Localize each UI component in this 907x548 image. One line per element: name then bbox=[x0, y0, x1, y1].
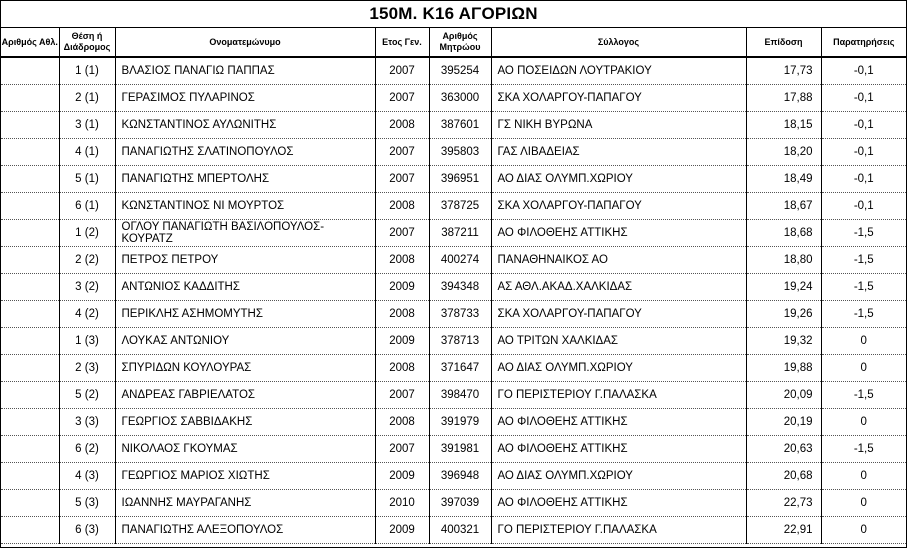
cell-remarks: -0,1 bbox=[821, 166, 906, 193]
cell-remarks: 0 bbox=[821, 463, 906, 490]
cell-registry-no: 395803 bbox=[429, 139, 491, 166]
cell-birth-year: 2008 bbox=[375, 193, 429, 220]
cell-birth-year: 2007 bbox=[375, 220, 429, 247]
cell-name: ΓΕΡΑΣΙΜΟΣ ΠΥΛΑΡΙΝΟΣ bbox=[115, 85, 375, 112]
cell-performance: 18,68 bbox=[746, 220, 821, 247]
table-row bbox=[1, 382, 906, 409]
cell-club: ΓΣ ΝΙΚΗ ΒΥΡΩΝΑ bbox=[491, 112, 746, 139]
cell-club: ΣΚΑ ΧΟΛΑΡΓΟΥ-ΠΑΠΑΓΟΥ bbox=[491, 85, 746, 112]
cell-position: 1 (2) bbox=[59, 220, 115, 247]
cell-position: 3 (2) bbox=[59, 274, 115, 301]
cell-registry-no: 395254 bbox=[429, 57, 491, 85]
cell-club: ΑΟ ΦΙΛΟΘΕΗΣ ΑΤΤΙΚΗΣ bbox=[491, 436, 746, 463]
table-row bbox=[1, 112, 906, 139]
cell-registry-no: 391979 bbox=[429, 409, 491, 436]
cell-remarks: 0 bbox=[821, 490, 906, 517]
table-row bbox=[1, 166, 906, 193]
cell-name: ΝΙΚΟΛΑΟΣ ΓΚΟΥΜΑΣ bbox=[115, 436, 375, 463]
cell-position: 5 (1) bbox=[59, 166, 115, 193]
cell-name: ΚΩΝΣΤΑΝΤΙΝΟΣ ΑΥΛΩΝΙΤΗΣ bbox=[115, 112, 375, 139]
cell-remarks: 0 bbox=[821, 409, 906, 436]
cell-name: ΠΑΝΑΓΙΩΤΗΣ ΑΛΕΞΟΠΟΥΛΟΣ bbox=[115, 517, 375, 544]
cell-performance: 18,20 bbox=[746, 139, 821, 166]
table-header bbox=[1, 28, 906, 57]
cell-name: ΓΕΩΡΓΙΟΣ ΣΑΒΒΙΔΑΚΗΣ bbox=[115, 409, 375, 436]
cell-remarks: -1,5 bbox=[821, 301, 906, 328]
cell-registry-no: 391981 bbox=[429, 436, 491, 463]
cell-club: ΑΟ ΠΟΣΕΙΔΩΝ ΛΟΥΤΡΑΚΙΟΥ bbox=[491, 57, 746, 85]
cell-performance: 20,09 bbox=[746, 382, 821, 409]
cell-athlete-no bbox=[1, 193, 59, 220]
cell-remarks: -0,1 bbox=[821, 57, 906, 85]
cell-club: ΑΟ ΦΙΛΟΘΕΗΣ ΑΤΤΙΚΗΣ bbox=[491, 220, 746, 247]
cell-athlete-no bbox=[1, 274, 59, 301]
cell-registry-no: 378713 bbox=[429, 328, 491, 355]
cell-birth-year: 2007 bbox=[375, 85, 429, 112]
cell-name: ΠΕΤΡΟΣ ΠΕΤΡΟΥ bbox=[115, 247, 375, 274]
cell-birth-year: 2007 bbox=[375, 57, 429, 85]
cell-athlete-no bbox=[1, 328, 59, 355]
cell-birth-year: 2008 bbox=[375, 247, 429, 274]
table-row bbox=[1, 57, 906, 85]
cell-name: ΑΝΔΡΕΑΣ ΓΑΒΡΙΕΛΑΤΟΣ bbox=[115, 382, 375, 409]
header-birth-year: Ετος Γεν. bbox=[375, 28, 429, 57]
cell-registry-no: 378733 bbox=[429, 301, 491, 328]
cell-athlete-no bbox=[1, 139, 59, 166]
header-registry-no: Αριθμός Μητρώου bbox=[429, 28, 491, 57]
cell-performance: 17,73 bbox=[746, 57, 821, 85]
cell-club: ΑΟ ΔΙΑΣ ΟΛΥΜΠ.ΧΩΡΙΟΥ bbox=[491, 463, 746, 490]
table-row bbox=[1, 301, 906, 328]
cell-birth-year: 2009 bbox=[375, 517, 429, 544]
cell-athlete-no bbox=[1, 247, 59, 274]
table-row bbox=[1, 436, 906, 463]
cell-performance: 18,67 bbox=[746, 193, 821, 220]
cell-registry-no: 400274 bbox=[429, 247, 491, 274]
cell-remarks: -0,1 bbox=[821, 85, 906, 112]
table-row bbox=[1, 220, 906, 247]
cell-club: ΣΚΑ ΧΟΛΑΡΓΟΥ-ΠΑΠΑΓΟΥ bbox=[491, 193, 746, 220]
cell-registry-no: 396948 bbox=[429, 463, 491, 490]
cell-remarks: -1,5 bbox=[821, 382, 906, 409]
cell-position: 2 (1) bbox=[59, 85, 115, 112]
cell-remarks: -1,5 bbox=[821, 220, 906, 247]
table-row bbox=[1, 409, 906, 436]
header-club: Σύλλογος bbox=[491, 28, 746, 57]
cell-athlete-no bbox=[1, 355, 59, 382]
cell-name: ΠΑΝΑΓΙΩΤΗΣ ΣΛΑΤΙΝΟΠΟΥΛΟΣ bbox=[115, 139, 375, 166]
cell-club: ΑΟ ΤΡΙΤΩΝ ΧΑΛΚΙΔΑΣ bbox=[491, 328, 746, 355]
cell-birth-year: 2008 bbox=[375, 409, 429, 436]
cell-name: ΚΩΝΣΤΑΝΤΙΝΟΣ ΝΙ ΜΟΥΡΤΟΣ bbox=[115, 193, 375, 220]
cell-registry-no: 400321 bbox=[429, 517, 491, 544]
cell-remarks: -1,5 bbox=[821, 274, 906, 301]
table-row bbox=[1, 355, 906, 382]
cell-performance: 20,19 bbox=[746, 409, 821, 436]
cell-birth-year: 2009 bbox=[375, 328, 429, 355]
cell-birth-year: 2007 bbox=[375, 436, 429, 463]
cell-position: 4 (3) bbox=[59, 463, 115, 490]
cell-performance: 20,68 bbox=[746, 463, 821, 490]
cell-athlete-no bbox=[1, 463, 59, 490]
cell-position: 3 (1) bbox=[59, 112, 115, 139]
cell-birth-year: 2007 bbox=[375, 166, 429, 193]
cell-performance: 18,80 bbox=[746, 247, 821, 274]
cell-club: ΓΟ ΠΕΡΙΣΤΕΡΙΟΥ Γ.ΠΑΛΑΣΚΑ bbox=[491, 382, 746, 409]
cell-registry-no: 398470 bbox=[429, 382, 491, 409]
cell-remarks: 0 bbox=[821, 328, 906, 355]
table-row bbox=[1, 274, 906, 301]
cell-position: 4 (1) bbox=[59, 139, 115, 166]
cell-position: 5 (3) bbox=[59, 490, 115, 517]
cell-position: 6 (3) bbox=[59, 517, 115, 544]
cell-performance: 22,91 bbox=[746, 517, 821, 544]
cell-name: ΙΩΑΝΝΗΣ ΜΑΥΡΑΓΑΝΗΣ bbox=[115, 490, 375, 517]
cell-remarks: -0,1 bbox=[821, 112, 906, 139]
cell-position: 4 (2) bbox=[59, 301, 115, 328]
cell-performance: 22,73 bbox=[746, 490, 821, 517]
cell-athlete-no bbox=[1, 517, 59, 544]
cell-name: ΛΟΥΚΑΣ ΑΝΤΩΝΙΟΥ bbox=[115, 328, 375, 355]
cell-performance: 19,24 bbox=[746, 274, 821, 301]
table-row bbox=[1, 463, 906, 490]
cell-club: ΓΑΣ ΛΙΒΑΔΕΙΑΣ bbox=[491, 139, 746, 166]
cell-athlete-no bbox=[1, 112, 59, 139]
cell-remarks: -0,1 bbox=[821, 139, 906, 166]
page-title: 150Μ. Κ16 ΑΓΟΡΙΩΝ bbox=[1, 1, 906, 28]
cell-position: 1 (1) bbox=[59, 57, 115, 85]
cell-name-text: ΟΓΛΟΥ ΠΑΝΑΓΙΩΤΗ ΒΑΣΙΛΟΠΟΥΛΟΣ-ΚΟΥΡΑΤΖ bbox=[121, 221, 325, 245]
cell-club: ΑΟ ΦΙΛΟΘΕΗΣ ΑΤΤΙΚΗΣ bbox=[491, 409, 746, 436]
cell-birth-year: 2008 bbox=[375, 112, 429, 139]
cell-club: ΑΣ ΑΘΛ.ΑΚΑΔ.ΧΑΛΚΙΔΑΣ bbox=[491, 274, 746, 301]
cell-position: 5 (2) bbox=[59, 382, 115, 409]
cell-athlete-no bbox=[1, 490, 59, 517]
cell-position: 6 (1) bbox=[59, 193, 115, 220]
cell-name: ΑΝΤΩΝΙΟΣ ΚΑΔΔΙΤΗΣ bbox=[115, 274, 375, 301]
cell-athlete-no bbox=[1, 409, 59, 436]
cell-remarks: -1,5 bbox=[821, 247, 906, 274]
cell-registry-no: 387211 bbox=[429, 220, 491, 247]
cell-birth-year: 2007 bbox=[375, 139, 429, 166]
cell-position: 1 (3) bbox=[59, 328, 115, 355]
cell-remarks: -0,1 bbox=[821, 193, 906, 220]
cell-position: 6 (2) bbox=[59, 436, 115, 463]
cell-performance: 17,88 bbox=[746, 85, 821, 112]
cell-name: ΒΛΑΣΙΟΣ ΠΑΝΑΓΙΩ ΠΑΠΠΑΣ bbox=[115, 57, 375, 85]
cell-club: ΠΑΝΑΘΗΝΑΙΚΟΣ ΑΟ bbox=[491, 247, 746, 274]
cell-remarks: 0 bbox=[821, 355, 906, 382]
table-row bbox=[1, 139, 906, 166]
header-performance: Επίδοση bbox=[746, 28, 821, 57]
cell-club: ΣΚΑ ΧΟΛΑΡΓΟΥ-ΠΑΠΑΓΟΥ bbox=[491, 301, 746, 328]
cell-remarks: 0 bbox=[821, 517, 906, 544]
header-athlete-no: Αριθμός Αθλ. bbox=[1, 28, 59, 57]
cell-name bbox=[115, 220, 375, 247]
cell-athlete-no bbox=[1, 57, 59, 85]
cell-birth-year: 2008 bbox=[375, 301, 429, 328]
table-row bbox=[1, 517, 906, 544]
cell-performance: 18,49 bbox=[746, 166, 821, 193]
cell-athlete-no bbox=[1, 382, 59, 409]
cell-club: ΓΟ ΠΕΡΙΣΤΕΡΙΟΥ Γ.ΠΑΛΑΣΚΑ bbox=[491, 517, 746, 544]
cell-registry-no: 363000 bbox=[429, 85, 491, 112]
cell-club: ΑΟ ΦΙΛΟΘΕΗΣ ΑΤΤΙΚΗΣ bbox=[491, 490, 746, 517]
header-remarks: Παρατηρήσεις bbox=[821, 28, 906, 57]
cell-position: 2 (3) bbox=[59, 355, 115, 382]
table-body bbox=[1, 57, 906, 544]
cell-birth-year: 2010 bbox=[375, 490, 429, 517]
cell-performance: 19,26 bbox=[746, 301, 821, 328]
cell-club: ΑΟ ΔΙΑΣ ΟΛΥΜΠ.ΧΩΡΙΟΥ bbox=[491, 166, 746, 193]
cell-position: 3 (3) bbox=[59, 409, 115, 436]
cell-registry-no: 397039 bbox=[429, 490, 491, 517]
cell-name: ΠΕΡΙΚΛΗΣ ΑΣΗΜΟΜΥΤΗΣ bbox=[115, 301, 375, 328]
table-row bbox=[1, 85, 906, 112]
cell-athlete-no bbox=[1, 85, 59, 112]
cell-registry-no: 387601 bbox=[429, 112, 491, 139]
cell-performance: 19,88 bbox=[746, 355, 821, 382]
header-position: Θέση ή Διάδρομος bbox=[59, 28, 115, 57]
cell-performance: 18,15 bbox=[746, 112, 821, 139]
cell-birth-year: 2007 bbox=[375, 382, 429, 409]
table-row bbox=[1, 193, 906, 220]
cell-name: ΓΕΩΡΓΙΟΣ ΜΑΡΙΟΣ ΧΙΩΤΗΣ bbox=[115, 463, 375, 490]
cell-registry-no: 371647 bbox=[429, 355, 491, 382]
cell-performance: 19,32 bbox=[746, 328, 821, 355]
cell-remarks: -1,5 bbox=[821, 436, 906, 463]
table-row bbox=[1, 247, 906, 274]
table-row bbox=[1, 328, 906, 355]
cell-registry-no: 396951 bbox=[429, 166, 491, 193]
cell-club: ΑΟ ΔΙΑΣ ΟΛΥΜΠ.ΧΩΡΙΟΥ bbox=[491, 355, 746, 382]
cell-name: ΣΠΥΡΙΔΩΝ ΚΟΥΛΟΥΡΑΣ bbox=[115, 355, 375, 382]
cell-athlete-no bbox=[1, 166, 59, 193]
header-name: Ονοματεμώνυμο bbox=[115, 28, 375, 57]
cell-birth-year: 2009 bbox=[375, 463, 429, 490]
cell-birth-year: 2008 bbox=[375, 355, 429, 382]
cell-birth-year: 2009 bbox=[375, 274, 429, 301]
results-table bbox=[1, 28, 906, 544]
cell-registry-no: 378725 bbox=[429, 193, 491, 220]
cell-athlete-no bbox=[1, 301, 59, 328]
cell-athlete-no bbox=[1, 436, 59, 463]
cell-registry-no: 394348 bbox=[429, 274, 491, 301]
table-row bbox=[1, 490, 906, 517]
cell-name: ΠΑΝΑΓΙΩΤΗΣ ΜΠΕΡΤΟΛΗΣ bbox=[115, 166, 375, 193]
cell-performance: 20,63 bbox=[746, 436, 821, 463]
cell-position: 2 (2) bbox=[59, 247, 115, 274]
cell-athlete-no bbox=[1, 220, 59, 247]
